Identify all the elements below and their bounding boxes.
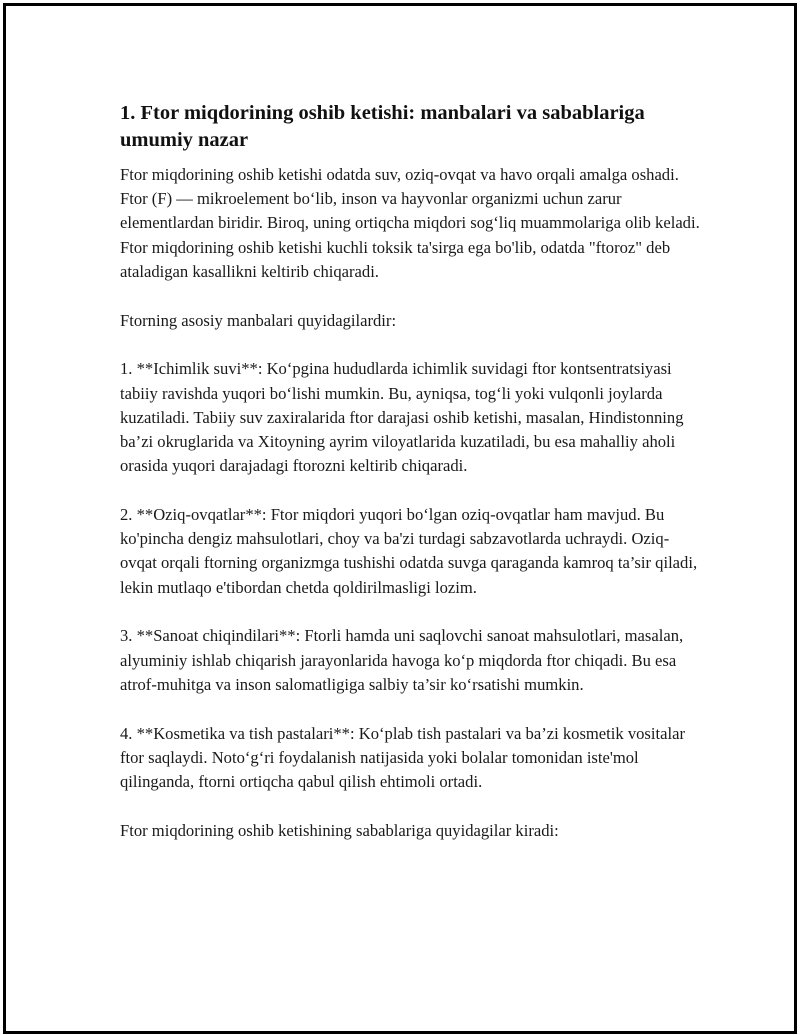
causes-intro-paragraph: Ftor miqdorining oshib ketishining sabablariga quyidagilar kiradi:: [120, 820, 559, 840]
page-frame: [3, 3, 797, 1034]
source-industrial-waste-paragraph: 3. **Sanoat chiqindilari**: Ftorli hamda uni saqlovchi sanoat mahsulotlari, masalan, alyuminiy ishlab chiqarish jarayonlarida havoga ko‘p miqdorda ftor chiqadi. Bu esa atrof-muhitga va inson salomatligiga salbiy ta’sir ko‘rsatishi mumkin.: [120, 626, 684, 694]
source-food-paragraph: 2. **Oziq-ovqatlar**: Ftor miqdori yuqori bo‘lgan oziq-ovqatlar ham mavjud. Bu ko'pincha dengiz mahsulotlari, choy va ba'zi turdagi sabzavotlarda uchraydi. Oziq-ovqat orqali ftorning organizmga tushishi odatda suvga qaraganda kamroq ta’sir qiladi, lekin mutlaqo e'tibordan chetda qoldirilmasligi lozim.: [120, 505, 698, 597]
section-heading: 1. Ftor miqdorining oshib ketishi: manbalari va sabablariga umumiy nazar: [120, 102, 645, 151]
document-body: [120, 100, 700, 868]
sources-intro-paragraph: Ftorning asosiy manbalari quyidagilardir:: [120, 310, 397, 330]
source-cosmetics-paragraph: 4. **Kosmetika va tish pastalari**: Ko‘plab tish pastalari va ba’zi kosmetik vositalar ftor saqlaydi. Noto‘g‘ri foydalanish natijasida yoki bolalar tomonidan iste'mol qilinganda, ftorni ortiqcha qabul qilish ehtimoli ortadi.: [120, 723, 685, 792]
intro-paragraph: Ftor miqdorining oshib ketishi odatda suv, oziq-ovqat va havo orqali amalga oshadi. Ftor (F) — mikroelement bo‘lib, inson va hayvonlar organizmi uchun zarur elementlardan biridir. Biroq, uning ortiqcha miqdori sog‘liq muammolariga olib keladi. Ftor miqdorining oshib ketishi kuchli toksik ta'sirga ega bo'lib, odatda "ftoroz" deb ataladigan kasallikni keltirib chiqaradi.: [120, 165, 700, 281]
source-drinking-water-paragraph: 1. **Ichimlik suvi**: Ko‘pgina hududlarda ichimlik suvidagi ftor kontsentratsiyasi tabiiy ravishda yuqori bo‘lishi mumkin. Bu, ayniqsa, tog‘li yoki vulqonli joylarda kuzatiladi. Tabiiy suv zaxiralarida ftor darajasi oshib ketishi, masalan, Hindistonning ba’zi okruglarida va Xitoyning ayrim viloyatlarida kuzatiladi, bu esa mahalliy aholi orasida yuqori darajadagi ftorozni keltirib chiqaradi.: [120, 359, 684, 476]
